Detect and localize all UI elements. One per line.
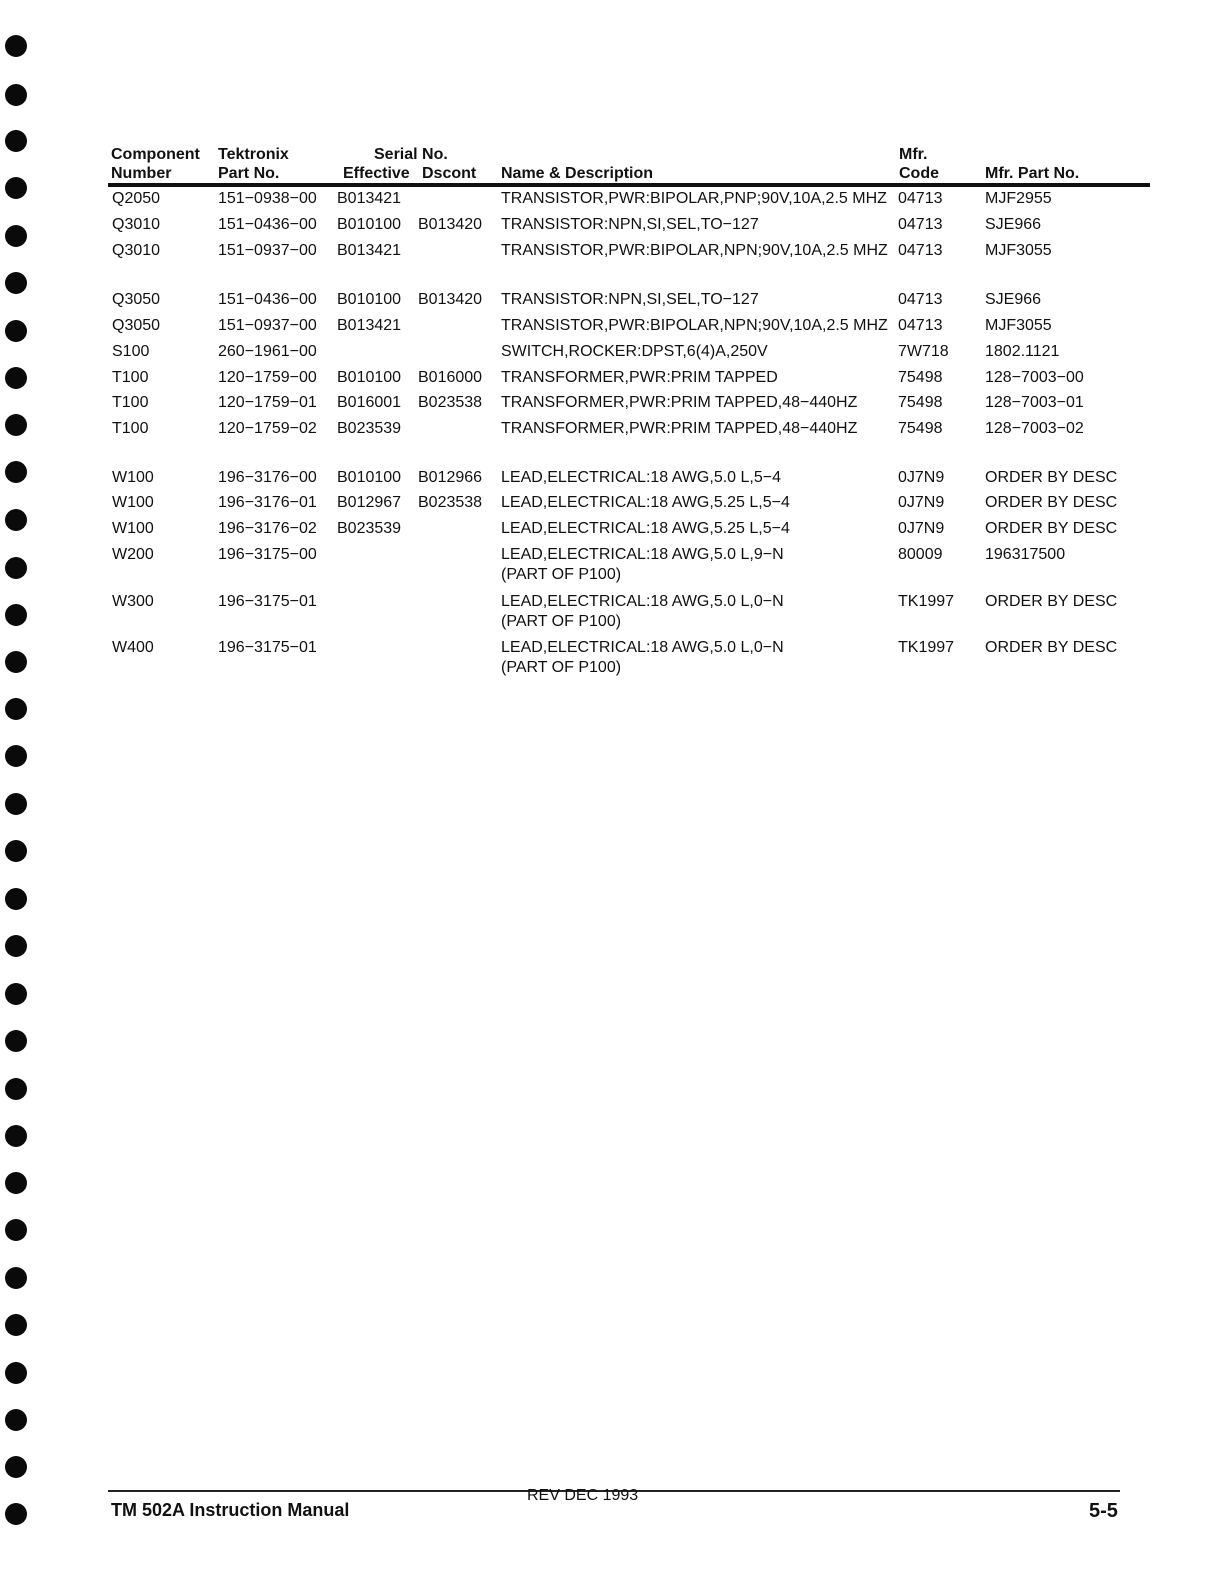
header-serial: Serial No. (374, 146, 448, 163)
cell-description: TRANSISTOR:NPN,SI,SEL,TO−127 (501, 216, 759, 233)
cell-mfr-part: MJF3055 (985, 242, 1052, 259)
cell-component: W200 (112, 546, 154, 563)
cell-description: LEAD,ELECTRICAL:18 AWG,5.0 L,9−N (501, 546, 784, 563)
cell-mfr-part: SJE966 (985, 291, 1042, 308)
footer-manual-title: TM 502A Instruction Manual (111, 1500, 350, 1520)
binder-hole (5, 35, 27, 57)
cell-component: S100 (112, 343, 150, 360)
cell-component: W100 (112, 520, 154, 537)
cell-mfr-code: 75498 (898, 369, 943, 386)
binder-hole (5, 1456, 27, 1478)
cell-part-number: 151−0937−00 (218, 242, 317, 259)
cell-part-number: 196−3176−02 (218, 520, 317, 537)
cell-component: Q3010 (112, 242, 161, 259)
binder-hole (5, 84, 27, 106)
cell-description: TRANSFORMER,PWR:PRIM TAPPED,48−440HZ (501, 394, 858, 411)
cell-part-number: 151−0937−00 (218, 317, 317, 334)
header-mfr-part: Mfr. Part No. (985, 165, 1080, 182)
binder-hole (5, 1030, 27, 1052)
binder-hole (5, 745, 27, 767)
cell-mfr-part: 128−7003−01 (985, 394, 1084, 411)
cell-mfr-code: 80009 (898, 546, 943, 563)
cell-mfr-code: 75498 (898, 420, 943, 437)
cell-component: T100 (112, 420, 149, 437)
cell-component: T100 (112, 369, 149, 386)
cell-part-number: 120−1759−00 (218, 369, 317, 386)
cell-mfr-code: 04713 (898, 242, 943, 259)
cell-dscont: B012966 (418, 469, 483, 486)
binder-hole (5, 651, 27, 673)
cell-description: TRANSISTOR,PWR:BIPOLAR,NPN;90V,10A,2.5 MHZ (501, 242, 888, 259)
cell-dscont: B023538 (418, 494, 483, 511)
cell-mfr-code: 75498 (898, 394, 943, 411)
cell-description: TRANSFORMER,PWR:PRIM TAPPED (501, 369, 778, 386)
cell-mfr-code: 04713 (898, 317, 943, 334)
cell-component: T100 (112, 394, 149, 411)
cell-mfr-code: TK1997 (898, 593, 955, 610)
binder-hole (5, 509, 27, 531)
binder-hole (5, 414, 27, 436)
footer-page-number: 5-5 (1089, 1500, 1118, 1522)
cell-effective: B013421 (337, 190, 402, 207)
binder-hole (5, 1078, 27, 1100)
cell-description-note: (PART OF P100) (501, 613, 622, 630)
binder-hole (5, 320, 27, 342)
binder-hole (5, 367, 27, 389)
cell-dscont: B013420 (418, 216, 483, 233)
header-rule (108, 183, 1150, 187)
binder-hole (5, 272, 27, 294)
footer-revision: REV DEC 1993 (527, 1487, 639, 1504)
cell-part-number: 196−3176−00 (218, 469, 317, 486)
cell-effective: B010100 (337, 469, 402, 486)
cell-description: TRANSISTOR,PWR:BIPOLAR,PNP;90V,10A,2.5 MHZ (501, 190, 887, 207)
binder-hole (5, 461, 27, 483)
cell-component: W300 (112, 593, 154, 610)
cell-component: W400 (112, 639, 154, 656)
cell-mfr-part: 128−7003−00 (985, 369, 1084, 386)
header-name-description: Name & Description (501, 165, 654, 182)
binder-hole (5, 1172, 27, 1194)
cell-part-number: 151−0436−00 (218, 291, 317, 308)
cell-description-note: (PART OF P100) (501, 659, 622, 676)
cell-mfr-part: MJF3055 (985, 317, 1052, 334)
cell-description: LEAD,ELECTRICAL:18 AWG,5.25 L,5−4 (501, 520, 790, 537)
cell-mfr-part: ORDER BY DESC (985, 494, 1118, 511)
header-dscont: Dscont (422, 165, 477, 182)
cell-part-number: 196−3175−01 (218, 593, 317, 610)
cell-mfr-code: 0J7N9 (898, 494, 945, 511)
cell-effective: B023539 (337, 420, 402, 437)
cell-mfr-part: 128−7003−02 (985, 420, 1084, 437)
cell-mfr-code: 0J7N9 (898, 469, 945, 486)
cell-effective: B023539 (337, 520, 402, 537)
binder-hole (5, 130, 27, 152)
cell-mfr-part: ORDER BY DESC (985, 639, 1118, 656)
cell-dscont: B023538 (418, 394, 483, 411)
binder-hole (5, 1125, 27, 1147)
cell-mfr-code: TK1997 (898, 639, 955, 656)
cell-effective: B013421 (337, 242, 402, 259)
binder-hole (5, 793, 27, 815)
header-tektronix: Tektronix Part No. (218, 146, 289, 182)
cell-part-number: 120−1759−02 (218, 420, 317, 437)
cell-component: Q2050 (112, 190, 161, 207)
binder-hole (5, 177, 27, 199)
binder-hole (5, 1219, 27, 1241)
cell-component: Q3050 (112, 291, 161, 308)
cell-effective: B013421 (337, 317, 402, 334)
binder-hole (5, 840, 27, 862)
cell-mfr-code: 04713 (898, 216, 943, 233)
cell-effective: B010100 (337, 369, 402, 386)
cell-mfr-code: 0J7N9 (898, 520, 945, 537)
cell-mfr-code: 7W718 (898, 343, 949, 360)
binder-hole (5, 983, 27, 1005)
header-mfr-code: Mfr. Code (899, 146, 939, 182)
binder-hole (5, 557, 27, 579)
cell-component: Q3050 (112, 317, 161, 334)
binder-hole (5, 935, 27, 957)
cell-part-number: 196−3175−01 (218, 639, 317, 656)
cell-description: TRANSISTOR,PWR:BIPOLAR,NPN;90V,10A,2.5 MHZ (501, 317, 888, 334)
binder-hole (5, 604, 27, 626)
cell-effective: B010100 (337, 216, 402, 233)
cell-mfr-part: 1802.1121 (985, 343, 1060, 360)
binder-hole (5, 1267, 27, 1289)
cell-description: SWITCH,ROCKER:DPST,6(4)A,250V (501, 343, 768, 360)
binder-hole (5, 1362, 27, 1384)
cell-part-number: 151−0938−00 (218, 190, 317, 207)
binder-hole (5, 1314, 27, 1336)
cell-description: TRANSFORMER,PWR:PRIM TAPPED,48−440HZ (501, 420, 858, 437)
cell-effective: B016001 (337, 394, 402, 411)
binder-hole (5, 698, 27, 720)
cell-mfr-part: ORDER BY DESC (985, 593, 1118, 610)
header-effective: Effective (343, 165, 410, 182)
cell-part-number: 151−0436−00 (218, 216, 317, 233)
cell-part-number: 120−1759−01 (218, 394, 317, 411)
binder-holes (5, 0, 35, 1582)
cell-mfr-part: SJE966 (985, 216, 1042, 233)
cell-part-number: 260−1961−00 (218, 343, 317, 360)
binder-hole (5, 1503, 27, 1525)
cell-component: W100 (112, 469, 154, 486)
cell-mfr-part: MJF2955 (985, 190, 1052, 207)
cell-mfr-part: ORDER BY DESC (985, 469, 1118, 486)
cell-mfr-part: 196317500 (985, 546, 1066, 563)
cell-mfr-part: ORDER BY DESC (985, 520, 1118, 537)
binder-hole (5, 225, 27, 247)
cell-part-number: 196−3176−01 (218, 494, 317, 511)
cell-mfr-code: 04713 (898, 291, 943, 308)
cell-description: LEAD,ELECTRICAL:18 AWG,5.0 L,0−N (501, 639, 784, 656)
cell-description: LEAD,ELECTRICAL:18 AWG,5.0 L,0−N (501, 593, 784, 610)
cell-mfr-code: 04713 (898, 190, 943, 207)
cell-effective: B012967 (337, 494, 402, 511)
cell-description: LEAD,ELECTRICAL:18 AWG,5.25 L,5−4 (501, 494, 790, 511)
cell-part-number: 196−3175−00 (218, 546, 317, 563)
header-component: Component Number (111, 146, 200, 182)
cell-description-note: (PART OF P100) (501, 566, 622, 583)
cell-dscont: B016000 (418, 369, 483, 386)
cell-effective: B010100 (337, 291, 402, 308)
cell-dscont: B013420 (418, 291, 483, 308)
binder-hole (5, 1409, 27, 1431)
cell-description: LEAD,ELECTRICAL:18 AWG,5.0 L,5−4 (501, 469, 781, 486)
cell-component: W100 (112, 494, 154, 511)
cell-description: TRANSISTOR:NPN,SI,SEL,TO−127 (501, 291, 759, 308)
binder-hole (5, 888, 27, 910)
cell-component: Q3010 (112, 216, 161, 233)
